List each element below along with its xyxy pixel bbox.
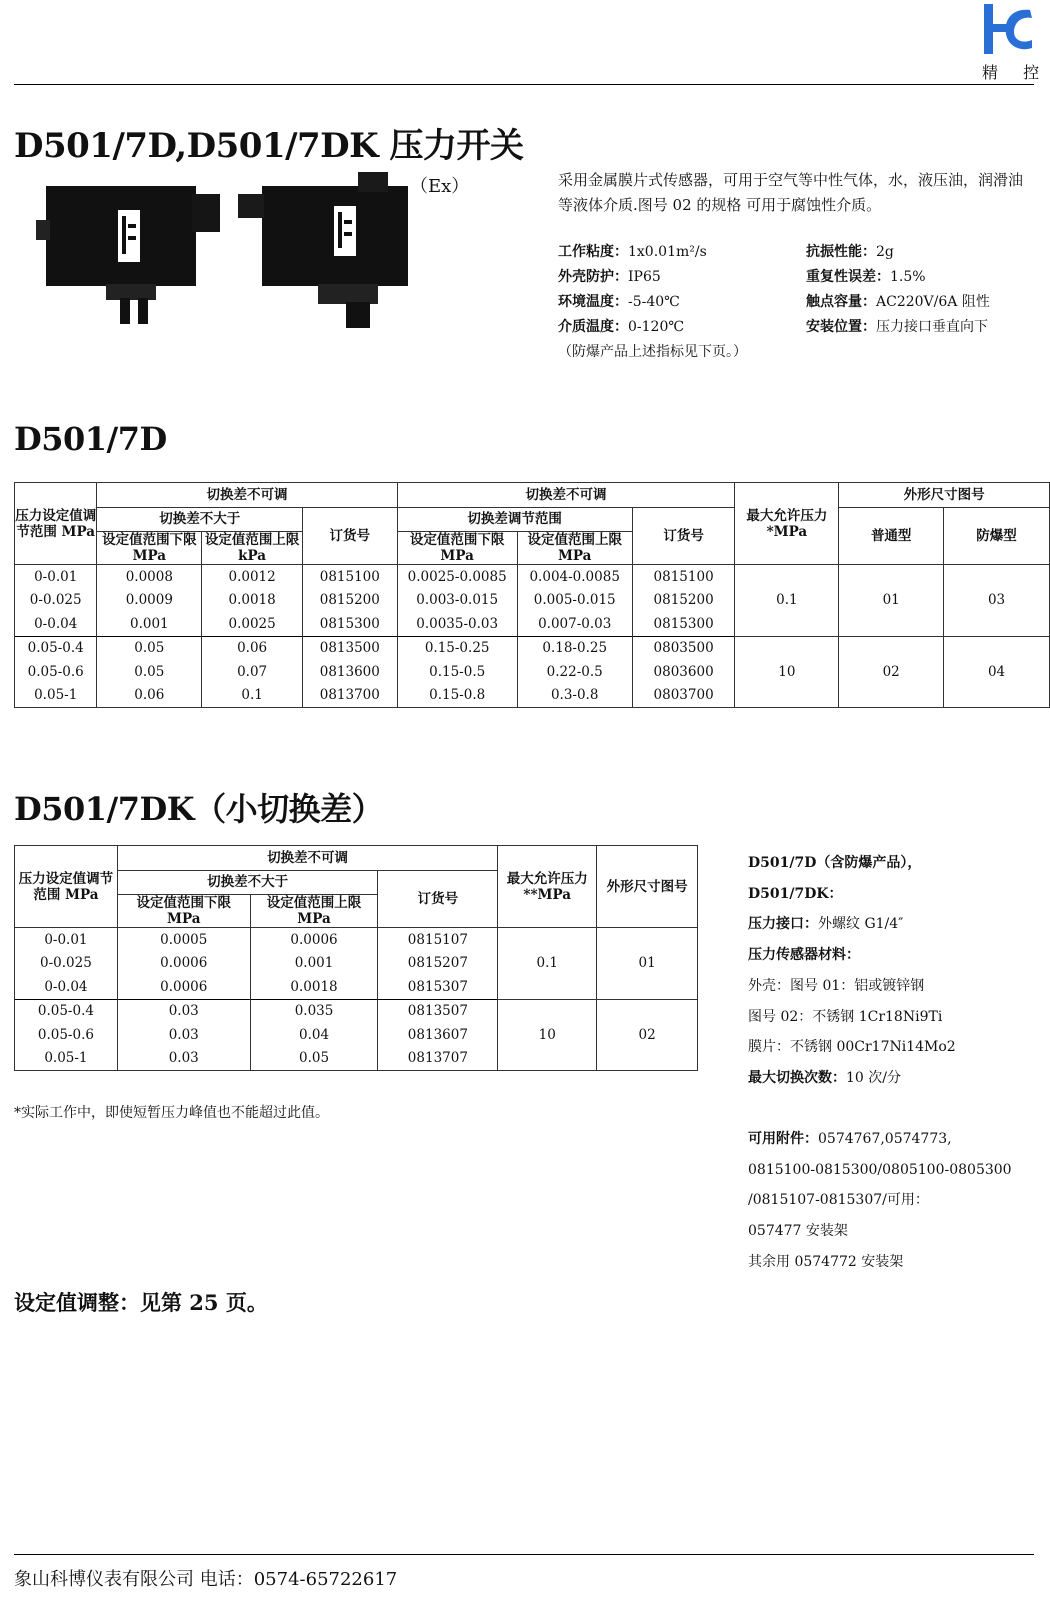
- spec-item: 介质温度：0-120℃: [558, 319, 685, 335]
- group2-max: 10: [498, 999, 597, 1071]
- header-max: 最大允许压力*MPa: [735, 483, 839, 565]
- material-notes: [748, 848, 1038, 1094]
- header-lower: 设定值范围下限 MPa: [97, 532, 202, 565]
- group1-dim: 01: [597, 928, 698, 1000]
- specs-left: [558, 240, 798, 365]
- explosion-proof-switch-image: [238, 172, 418, 332]
- group1-max: 0.1: [735, 565, 839, 637]
- group2-dim: 02: [597, 999, 698, 1071]
- table-row: 0-0.025 0.0009 0.0018 0815200 0.003-0.015 0.005-0.015 0815200: [15, 589, 1050, 613]
- accessory-notes: [748, 1124, 1038, 1278]
- table-row: 0.05-0.6 0.03 0.04 0813607: [15, 1023, 698, 1047]
- section2-title: D501/7DK（小切换差）: [14, 790, 384, 828]
- adjustment-reference: 设定值调整：见第 25 页。: [14, 1290, 268, 1315]
- header-range: 压力设定值调节范围 MPa: [15, 483, 97, 565]
- table-row: 0-0.025 0.0006 0.001 0815207: [15, 952, 698, 976]
- note-line: 压力接口：外螺纹 G1/4″: [748, 916, 904, 933]
- header-dim: 外形尺寸图号: [839, 483, 1050, 508]
- group1-normal: 01: [839, 565, 944, 637]
- header-fixed-sub: 切换差不大于: [97, 507, 303, 532]
- note-line: 图号 02：不锈钢 1Cr18Ni9Ti: [748, 1008, 943, 1025]
- header-lower: 设定值范围下限 MPa: [117, 895, 250, 928]
- note-line: D501/7DK：: [748, 885, 843, 902]
- group2-max: 10: [735, 636, 839, 708]
- note-line: D501/7D（含防爆产品），: [748, 855, 922, 871]
- header-fixed: 切换差不可调: [117, 846, 497, 871]
- note-line: 其余用 0574772 安装架: [748, 1253, 904, 1270]
- page-title: D501/7D,D501/7DK 压力开关: [14, 126, 524, 166]
- header-fixed: 切换差不可调: [97, 483, 397, 508]
- specs-right: [806, 240, 1036, 340]
- table-row: 0-0.01 0.0005 0.0006 0815107 0.1 01: [15, 928, 698, 952]
- header-dim: 外形尺寸图号: [597, 846, 698, 928]
- header-upper: 设定值范围上限 kPa: [202, 532, 303, 565]
- note-line: 压力传感器材料：: [748, 947, 860, 964]
- spec-item: 触点容量：AC220V/6A 阻性: [806, 294, 990, 310]
- spec-item: 重复性误差：1.5%: [806, 269, 926, 285]
- group2-explosion: 04: [944, 636, 1050, 708]
- group1-explosion: 03: [944, 565, 1050, 637]
- section1-title: D501/7D: [14, 420, 167, 458]
- company-logo: [980, 2, 1036, 58]
- ex-mark: （Ex）: [410, 176, 470, 197]
- spec-item: 抗振性能：2g: [806, 244, 894, 260]
- d501-7d-table: [14, 482, 1050, 708]
- header-adj-upper: 设定值范围上限 MPa: [517, 532, 632, 565]
- note-line: 膜片：不锈钢 00Cr17Ni14Mo2: [748, 1039, 956, 1056]
- header-upper: 设定值范围上限 MPa: [250, 895, 378, 928]
- note-line: 外壳：图号 01：铝或镀锌钢: [748, 977, 925, 994]
- pressure-switch-image: [36, 180, 226, 330]
- table-row: 0-0.04 0.001 0.0025 0815300 0.0035-0.03 0.007-0.03 0815300: [15, 612, 1050, 636]
- header-fixed-sub: 切换差不大于: [117, 870, 378, 895]
- header-order: 订货号: [378, 870, 498, 928]
- group1-max: 0.1: [498, 928, 597, 1000]
- header-range: 压力设定值调节范围 MPa: [15, 846, 118, 928]
- header-explosion: 防爆型: [944, 507, 1050, 565]
- header-normal: 普通型: [839, 507, 944, 565]
- header-divider: [14, 84, 1034, 85]
- header-adj-lower: 设定值范围下限 MPa: [397, 532, 517, 565]
- brand-name: 精 控: [982, 63, 1050, 82]
- note-line: 最大切换次数：10 次/分: [748, 1069, 901, 1086]
- header-max: 最大允许压力**MPa: [498, 846, 597, 928]
- spec-item: 环境温度：-5-40℃: [558, 294, 680, 310]
- footer-divider: [14, 1554, 1034, 1555]
- intro-text: 采用金属膜片式传感器，可用于空气等中性气体，水，液压油，润滑油等液体介质.图号 02 的规格 可用于腐蚀性介质。: [558, 171, 1024, 214]
- table-row: 0.05-1 0.06 0.1 0813700 0.15-0.8 0.3-0.8 0803700: [15, 684, 1050, 708]
- header-order: 订货号: [302, 507, 397, 565]
- note-line: 057477 安装架: [748, 1223, 848, 1240]
- table-row: 0.05-0.6 0.05 0.07 0813600 0.15-0.5 0.22-0.5 0803600: [15, 660, 1050, 684]
- header-adj-order: 订货号: [632, 507, 735, 565]
- header-adjustable: 切换差不可调: [397, 483, 735, 508]
- table-row: 0.05-0.4 0.05 0.06 0813500 0.15-0.25 0.18-0.25 0803500 10 02 04: [15, 636, 1050, 660]
- spec-note: （防爆产品上述指标见下页。）: [558, 344, 747, 360]
- table-row: 0-0.04 0.0006 0.0018 0815307: [15, 975, 698, 999]
- note-line: /0815107-0815307/可用：: [748, 1192, 929, 1209]
- header-adj-sub: 切换差调节范围: [397, 507, 632, 532]
- spec-item: 安装位置：压力接口垂直向下: [806, 319, 988, 335]
- footer-contact: 象山科博仪表有限公司 电话：0574-65722617: [14, 1569, 398, 1590]
- group2-normal: 02: [839, 636, 944, 708]
- table-row: 0-0.01 0.0008 0.0012 0815100 0.0025-0.0085 0.004-0.0085 0815100 0.1 01 03: [15, 565, 1050, 589]
- note-line: 0815100-0815300/0805100-0805300: [748, 1161, 1012, 1178]
- spec-item: 工作粘度：1x0.01m²/s: [558, 244, 707, 260]
- d501-7dk-table: [14, 845, 698, 1071]
- note-line: 可用附件：0574767,0574773,: [748, 1131, 952, 1147]
- footnote: *实际工作中，即使短暂压力峰值也不能超过此值。: [14, 1105, 329, 1121]
- spec-item: 外壳防护：IP65: [558, 269, 661, 285]
- table-row: 0.05-1 0.03 0.05 0813707: [15, 1047, 698, 1071]
- table-row: 0.05-0.4 0.03 0.035 0813507 10 02: [15, 999, 698, 1023]
